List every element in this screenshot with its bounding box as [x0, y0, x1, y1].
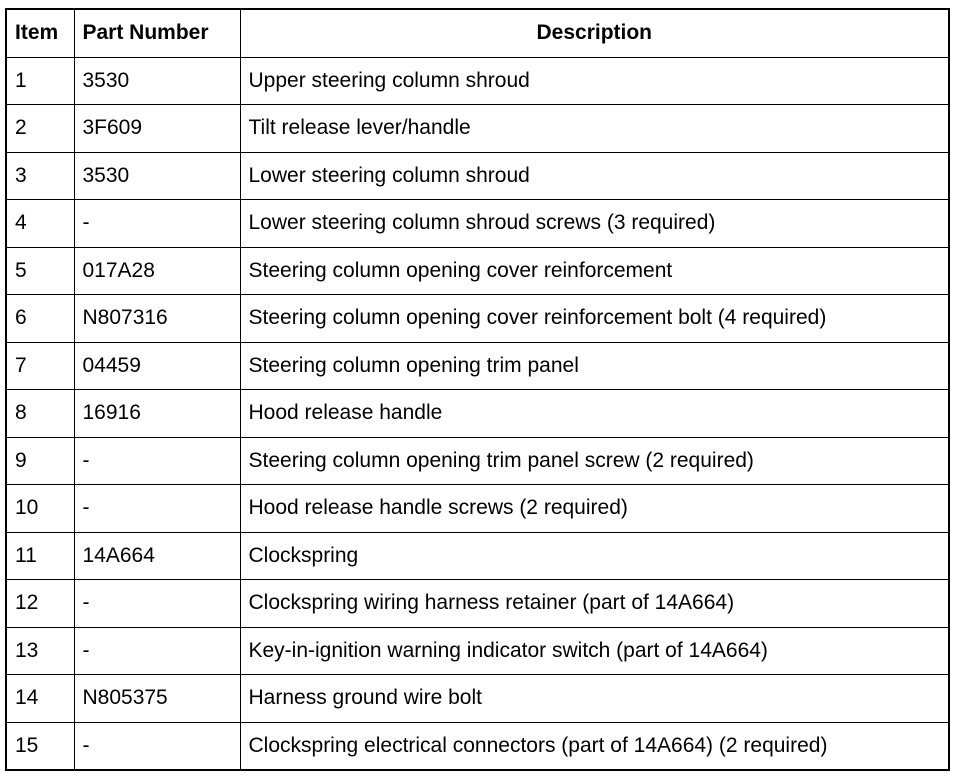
part-number-cell: N807316 — [74, 295, 240, 343]
item-cell: 9 — [6, 437, 74, 485]
description-cell: Tilt release lever/handle — [240, 105, 949, 153]
item-cell: 15 — [6, 722, 74, 770]
header-row — [6, 9, 949, 57]
part-number-cell: 3F609 — [74, 105, 240, 153]
part-number-cell: - — [74, 437, 240, 485]
description-column-header: Description — [240, 9, 949, 57]
description-cell: Lower steering column shroud screws (3 required) — [240, 200, 949, 248]
table-row — [6, 532, 949, 580]
table-row — [6, 675, 949, 723]
description-cell: Harness ground wire bolt — [240, 675, 949, 723]
table-row — [6, 200, 949, 248]
table-row — [6, 295, 949, 343]
table-row — [6, 485, 949, 533]
item-cell: 4 — [6, 200, 74, 248]
parts-table — [5, 8, 950, 771]
description-cell: Clockspring wiring harness retainer (part of 14A664) — [240, 580, 949, 628]
part-number-cell: 16916 — [74, 390, 240, 438]
part-number-cell: 3530 — [74, 152, 240, 200]
item-cell: 6 — [6, 295, 74, 343]
item-cell: 8 — [6, 390, 74, 438]
table-row — [6, 627, 949, 675]
item-cell: 10 — [6, 485, 74, 533]
description-cell: Steering column opening trim panel — [240, 342, 949, 390]
description-cell: Steering column opening cover reinforcement bolt (4 required) — [240, 295, 949, 343]
table-row — [6, 152, 949, 200]
item-column-header: Item — [6, 9, 74, 57]
item-cell: 13 — [6, 627, 74, 675]
description-cell: Steering column opening cover reinforcement — [240, 247, 949, 295]
part-number-cell: 14A664 — [74, 532, 240, 580]
part-number-column-header: Part Number — [74, 9, 240, 57]
part-number-cell: 3530 — [74, 57, 240, 105]
item-cell: 1 — [6, 57, 74, 105]
item-cell: 7 — [6, 342, 74, 390]
part-number-cell: - — [74, 200, 240, 248]
description-cell: Steering column opening trim panel screw (2 required) — [240, 437, 949, 485]
item-cell: 12 — [6, 580, 74, 628]
description-cell: Hood release handle — [240, 390, 949, 438]
item-cell: 14 — [6, 675, 74, 723]
description-cell: Hood release handle screws (2 required) — [240, 485, 949, 533]
part-number-cell: 017A28 — [74, 247, 240, 295]
part-number-cell: N805375 — [74, 675, 240, 723]
description-cell: Upper steering column shroud — [240, 57, 949, 105]
table-row — [6, 105, 949, 153]
item-cell: 5 — [6, 247, 74, 295]
part-number-cell: - — [74, 627, 240, 675]
table-body — [6, 57, 949, 770]
part-number-cell: - — [74, 722, 240, 770]
item-cell: 11 — [6, 532, 74, 580]
table-header — [6, 9, 949, 57]
table-row — [6, 342, 949, 390]
item-cell: 3 — [6, 152, 74, 200]
part-number-cell: - — [74, 580, 240, 628]
description-cell: Clockspring electrical connectors (part of 14A664) (2 required) — [240, 722, 949, 770]
table-row — [6, 722, 949, 770]
part-number-cell: 04459 — [74, 342, 240, 390]
part-number-cell: - — [74, 485, 240, 533]
table-row — [6, 390, 949, 438]
table-row — [6, 57, 949, 105]
description-cell: Key-in-ignition warning indicator switch (part of 14A664) — [240, 627, 949, 675]
item-cell: 2 — [6, 105, 74, 153]
table-row — [6, 247, 949, 295]
description-cell: Lower steering column shroud — [240, 152, 949, 200]
table-row — [6, 437, 949, 485]
table-row — [6, 580, 949, 628]
description-cell: Clockspring — [240, 532, 949, 580]
